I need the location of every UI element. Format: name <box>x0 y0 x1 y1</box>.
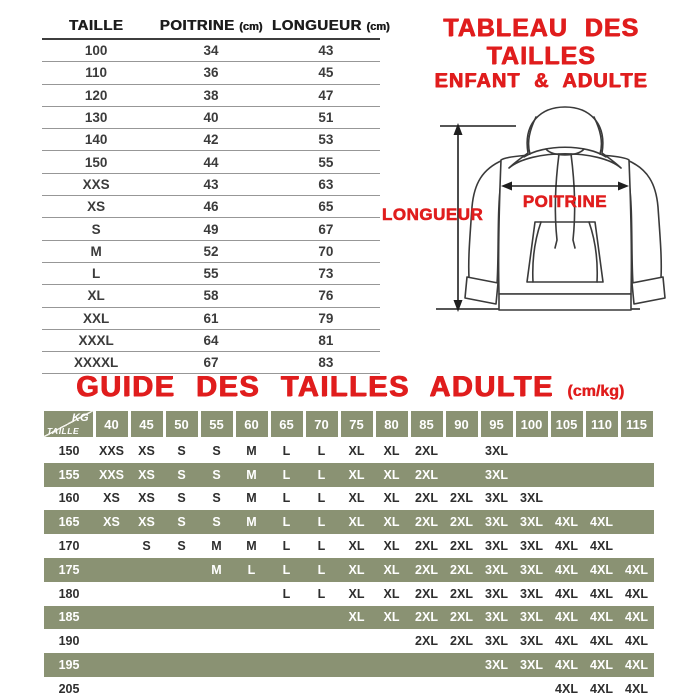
matrix-cell: 2XL <box>450 610 473 625</box>
matrix-cell: 3XL <box>485 515 508 530</box>
taille-row-label: 180 <box>58 586 80 601</box>
size-table-cell: 51 <box>318 110 334 126</box>
column-header-label: POITRINE <box>159 16 235 34</box>
matrix-cell: 4XL <box>555 515 578 530</box>
matrix-cell: L <box>317 586 326 601</box>
size-table-cell: 58 <box>203 288 219 304</box>
size-table-cell: 55 <box>318 154 334 170</box>
matrix-row <box>44 510 654 534</box>
size-table-cell: 100 <box>84 43 108 59</box>
matrix-cell: XS <box>138 491 155 506</box>
matrix-cell: 4XL <box>625 610 648 625</box>
size-table-cell: 70 <box>318 243 334 259</box>
taille-row-label: 190 <box>58 634 80 649</box>
size-table-cell: XS <box>87 199 106 215</box>
matrix-cell: 2XL <box>415 491 438 506</box>
matrix-cell: 2XL <box>415 562 438 577</box>
matrix-cell: XS <box>138 515 155 530</box>
matrix-cell: 2XL <box>415 586 438 601</box>
hoodie-drawing <box>378 90 700 332</box>
matrix-cell: S <box>177 539 186 554</box>
size-table-header <box>42 12 390 40</box>
taille-row-label: 175 <box>58 562 80 577</box>
size-table-row <box>42 263 380 285</box>
size-table-cell: 130 <box>84 110 108 126</box>
size-table-cell: 65 <box>318 199 334 215</box>
size-table-cell: 42 <box>203 132 219 148</box>
matrix-cell: XL <box>348 562 365 577</box>
matrix-cell: 4XL <box>555 681 578 696</box>
matrix-cell: XL <box>383 467 400 482</box>
size-table-row <box>42 218 380 240</box>
title-line-1: TABLEAU DES TAILLES <box>443 14 639 70</box>
size-table-cell: 45 <box>318 65 334 81</box>
size-table-row <box>42 62 380 84</box>
size-table-cell: 150 <box>84 154 108 170</box>
size-table-cell: 34 <box>203 43 219 59</box>
size-table-cell: 61 <box>203 310 219 326</box>
matrix-cell: S <box>212 443 221 458</box>
size-table-cell: XXXXL <box>73 355 119 371</box>
matrix-cell: XL <box>383 491 400 506</box>
matrix-cell: M <box>246 467 257 482</box>
matrix-cell: 3XL <box>520 610 543 625</box>
hoodie-measurement-diagram <box>378 90 700 332</box>
matrix-cell: L <box>317 562 326 577</box>
taille-row-label: 185 <box>58 610 80 625</box>
matrix-cell: 4XL <box>625 634 648 649</box>
matrix-cell: 4XL <box>590 681 613 696</box>
size-table-cell: 36 <box>203 65 219 81</box>
matrix-cell: L <box>282 515 291 530</box>
matrix-cell: S <box>142 539 151 554</box>
matrix-row <box>44 606 654 630</box>
size-table-cell: 46 <box>203 199 219 215</box>
matrix-row <box>44 653 654 677</box>
size-table-cell: XL <box>87 288 105 304</box>
page-title <box>385 14 697 92</box>
kg-header-cell: 45 <box>131 411 163 437</box>
matrix-cell: XL <box>348 515 365 530</box>
size-table-cell: 40 <box>203 110 219 126</box>
kg-header-cell: 50 <box>166 411 198 437</box>
size-table-row <box>42 196 380 218</box>
matrix-cell: S <box>212 491 221 506</box>
size-table-cell: 43 <box>318 43 334 59</box>
size-table-cell: M <box>90 243 102 259</box>
kg-header-cell: 65 <box>271 411 303 437</box>
matrix-cell: 2XL <box>415 539 438 554</box>
matrix-row <box>44 534 654 558</box>
size-table-cell: 47 <box>318 87 334 103</box>
matrix-cell: 3XL <box>485 443 508 458</box>
length-label: LONGUEUR <box>382 205 484 224</box>
matrix-cell: L <box>317 515 326 530</box>
corner-taille-label: TAILLE <box>47 426 80 436</box>
size-table-cell: 79 <box>318 310 334 326</box>
taille-row-label: 150 <box>58 443 80 458</box>
matrix-cell: S <box>177 443 186 458</box>
taille-row-label: 195 <box>58 658 80 673</box>
kg-header-cell: 115 <box>621 411 653 437</box>
taille-row-label: 205 <box>58 681 80 696</box>
matrix-corner-cell <box>44 411 93 437</box>
column-header-label: TAILLE <box>68 16 124 34</box>
kg-header-cell: 95 <box>481 411 513 437</box>
matrix-cell: 3XL <box>520 658 543 673</box>
matrix-cell: XL <box>348 491 365 506</box>
guide-title-text: GUIDE DES TAILLES ADULTE <box>75 371 554 403</box>
matrix-cell: 2XL <box>450 539 473 554</box>
matrix-cell: 2XL <box>415 467 438 482</box>
chest-label: POITRINE <box>522 192 608 211</box>
matrix-cell: 4XL <box>625 562 648 577</box>
guide-title <box>0 371 700 404</box>
matrix-cell: S <box>212 467 221 482</box>
size-table-cell: 76 <box>318 288 334 304</box>
matrix-cell: XS <box>103 491 120 506</box>
matrix-row <box>44 677 654 700</box>
matrix-cell: 3XL <box>520 491 543 506</box>
matrix-cell: L <box>317 443 326 458</box>
matrix-cell: 4XL <box>590 515 613 530</box>
size-table-cell: 110 <box>85 65 107 81</box>
matrix-row <box>44 463 654 487</box>
matrix-cell: 4XL <box>590 610 613 625</box>
matrix-cell: 2XL <box>450 562 473 577</box>
matrix-row <box>44 629 654 653</box>
matrix-cell: S <box>177 491 186 506</box>
matrix-cell: 4XL <box>555 658 578 673</box>
matrix-cell: XL <box>348 443 365 458</box>
taille-row-label: 160 <box>58 491 80 506</box>
size-table-cell: 38 <box>203 87 219 103</box>
size-table-row <box>42 174 380 196</box>
kg-header-cell: 60 <box>236 411 268 437</box>
matrix-cell: XS <box>103 515 120 530</box>
kg-header-cell: 40 <box>96 411 128 437</box>
matrix-cell: L <box>282 586 291 601</box>
matrix-cell: 2XL <box>450 634 473 649</box>
size-table-cell: 73 <box>318 266 334 282</box>
matrix-cell: 4XL <box>625 658 648 673</box>
adult-size-matrix <box>44 411 654 700</box>
column-header-longueur <box>271 16 390 34</box>
matrix-cell: 2XL <box>415 634 438 649</box>
column-header-label: LONGUEUR <box>271 16 362 34</box>
matrix-cell: 4XL <box>590 634 613 649</box>
child-adult-size-table <box>42 12 390 374</box>
size-table-cell: 120 <box>84 87 108 103</box>
matrix-cell: XL <box>383 586 400 601</box>
matrix-cell: L <box>247 562 256 577</box>
size-table-row <box>42 285 380 307</box>
matrix-cell: 3XL <box>485 491 508 506</box>
size-table-cell: 64 <box>203 333 219 348</box>
size-table-row <box>42 40 380 62</box>
guide-title-unit: (cm/kg) <box>567 383 625 400</box>
matrix-cell: 3XL <box>485 467 508 482</box>
matrix-cell: 3XL <box>485 562 508 577</box>
matrix-cell: M <box>246 515 257 530</box>
matrix-cell: 3XL <box>485 610 508 625</box>
matrix-cell: XS <box>138 467 155 482</box>
taille-row-label: 170 <box>58 539 80 554</box>
matrix-cell: 4XL <box>625 586 648 601</box>
matrix-cell: XL <box>383 610 400 625</box>
matrix-cell: XL <box>348 467 365 482</box>
matrix-cell: S <box>177 515 186 530</box>
matrix-cell: XL <box>383 515 400 530</box>
matrix-header-row <box>44 411 654 437</box>
size-table-cell: 52 <box>203 243 219 259</box>
matrix-cell: 2XL <box>450 515 473 530</box>
size-table-row <box>42 129 380 151</box>
column-header-unit: (cm) <box>239 20 263 33</box>
size-table-cell: XXS <box>82 176 110 192</box>
matrix-cell: L <box>282 467 291 482</box>
matrix-cell: 3XL <box>485 539 508 554</box>
matrix-cell: S <box>177 467 186 482</box>
matrix-row <box>44 439 654 463</box>
matrix-cell: L <box>317 491 326 506</box>
size-table-body <box>42 40 380 374</box>
size-table-cell: 43 <box>203 176 219 192</box>
matrix-cell: XL <box>383 443 400 458</box>
matrix-cell: XL <box>348 610 365 625</box>
size-table-cell: 67 <box>203 355 219 371</box>
size-table-row <box>42 107 380 129</box>
matrix-cell: 3XL <box>485 658 508 673</box>
matrix-cell: 4XL <box>590 658 613 673</box>
matrix-row <box>44 582 654 606</box>
kg-header-cell: 110 <box>586 411 618 437</box>
size-table-cell: 81 <box>318 333 334 348</box>
kg-header-cell: 55 <box>201 411 233 437</box>
kg-header-cell: 100 <box>516 411 548 437</box>
taille-row-label: 165 <box>58 515 80 530</box>
matrix-cell: 3XL <box>520 562 543 577</box>
kg-header-cell: 90 <box>446 411 478 437</box>
kg-header-cell: 80 <box>376 411 408 437</box>
matrix-cell: 4XL <box>555 539 578 554</box>
matrix-row <box>44 487 654 511</box>
matrix-cell: 4XL <box>590 539 613 554</box>
kg-header-cell: 70 <box>306 411 338 437</box>
size-table-cell: 49 <box>203 221 219 237</box>
matrix-cell: 4XL <box>555 634 578 649</box>
corner-kg-label: KG <box>72 412 89 424</box>
kg-header-cell: 105 <box>551 411 583 437</box>
title-line-2: ENFANT & ADULTE <box>434 70 648 92</box>
matrix-cell: XXS <box>98 443 124 458</box>
matrix-cell: XL <box>348 539 365 554</box>
size-table-cell: XXXL <box>78 333 114 348</box>
matrix-cell: 2XL <box>415 515 438 530</box>
size-table-cell: 140 <box>84 132 108 148</box>
column-header-taille <box>42 17 150 34</box>
matrix-cell: 4XL <box>555 610 578 625</box>
matrix-cell: XS <box>138 443 155 458</box>
size-table-row <box>42 241 380 263</box>
matrix-cell: XL <box>383 562 400 577</box>
matrix-cell: XXS <box>98 467 124 482</box>
column-header-poitrine <box>150 17 272 34</box>
matrix-cell: L <box>317 539 326 554</box>
matrix-cell: L <box>317 467 326 482</box>
matrix-cell: M <box>211 539 222 554</box>
matrix-cell: 3XL <box>520 539 543 554</box>
matrix-cell: 3XL <box>520 515 543 530</box>
size-table-cell: 55 <box>203 266 219 282</box>
matrix-cell: 2XL <box>450 586 473 601</box>
size-table-row <box>42 330 380 352</box>
kg-header-cell: 75 <box>341 411 373 437</box>
matrix-cell: 3XL <box>485 634 508 649</box>
matrix-row <box>44 558 654 582</box>
matrix-cell: 3XL <box>520 634 543 649</box>
matrix-cell: L <box>282 443 291 458</box>
matrix-body <box>44 439 654 700</box>
matrix-cell: 4XL <box>590 586 613 601</box>
matrix-cell: M <box>211 562 222 577</box>
column-header-unit: (cm) <box>366 20 390 33</box>
matrix-cell: 4XL <box>590 562 613 577</box>
matrix-cell: 4XL <box>555 586 578 601</box>
kg-header-cell: 85 <box>411 411 443 437</box>
size-table-cell: 63 <box>318 176 334 192</box>
size-table-row <box>42 308 380 330</box>
matrix-cell: M <box>246 443 257 458</box>
matrix-cell: L <box>282 562 291 577</box>
size-table-cell: L <box>91 266 101 282</box>
size-table-cell: XXL <box>82 310 110 326</box>
size-table-cell: S <box>91 221 101 237</box>
matrix-cell: 4XL <box>555 562 578 577</box>
matrix-cell: L <box>282 491 291 506</box>
size-table-cell: 53 <box>318 132 334 148</box>
matrix-cell: 2XL <box>450 491 473 506</box>
matrix-cell: S <box>212 515 221 530</box>
matrix-cell: XL <box>348 586 365 601</box>
matrix-cell: 2XL <box>415 443 438 458</box>
matrix-cell: M <box>246 539 257 554</box>
size-table-cell: 83 <box>318 355 334 371</box>
matrix-cell: 2XL <box>415 610 438 625</box>
matrix-cell: 3XL <box>485 586 508 601</box>
matrix-cell: 3XL <box>520 586 543 601</box>
matrix-cell: L <box>282 539 291 554</box>
size-table-cell: 67 <box>318 221 334 237</box>
size-table-cell: 44 <box>203 154 219 170</box>
size-table-row <box>42 151 380 173</box>
matrix-cell: M <box>246 491 257 506</box>
taille-row-label: 155 <box>58 467 80 482</box>
matrix-cell: 4XL <box>625 681 648 696</box>
matrix-cell: XL <box>383 539 400 554</box>
size-table-row <box>42 85 380 107</box>
